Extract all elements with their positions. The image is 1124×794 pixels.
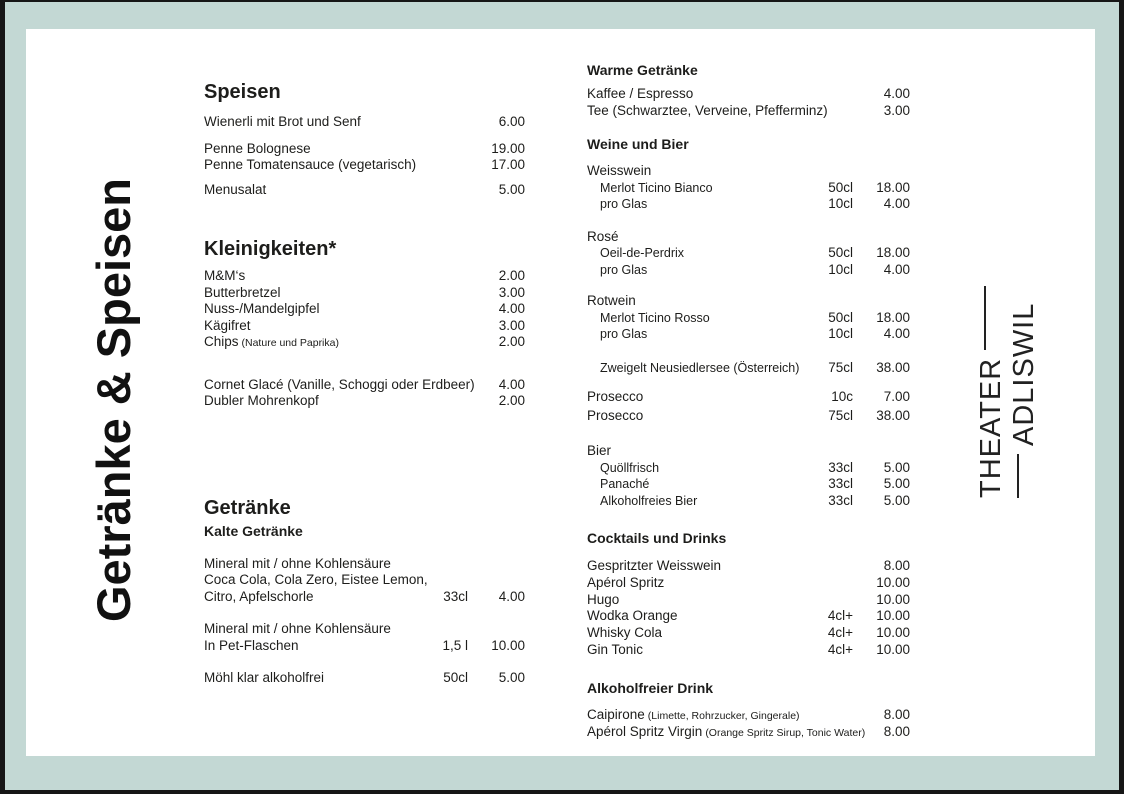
- item-price: 7.00: [883, 389, 910, 404]
- item-name: Prosecco: [587, 389, 644, 404]
- menu-item-row: [204, 141, 525, 158]
- item-name: Quöllfrisch: [600, 460, 660, 475]
- item-name: Butterbretzel: [204, 284, 281, 300]
- item-price: 10.00: [876, 608, 910, 624]
- menu-item-row: [587, 86, 910, 103]
- item-name: Möhl klar alkoholfrei: [204, 670, 325, 685]
- item-price: 4.00: [498, 588, 525, 604]
- item-price: 4.00: [883, 86, 910, 101]
- menu-side-title: Getränke & Speisen: [87, 177, 140, 623]
- item-name-main: Caipirone: [587, 706, 645, 722]
- item-line: [204, 556, 525, 573]
- logo-word-theater: THEATER: [975, 357, 1007, 498]
- item-name: Panaché: [600, 477, 650, 491]
- logo-rule: [984, 286, 986, 350]
- section-heading-kleinigkeiten: Kleinigkeiten*: [204, 238, 337, 260]
- menu-item-row: [587, 608, 910, 625]
- item-size: 10c: [831, 389, 853, 404]
- menu-item-row: [587, 592, 910, 609]
- item-size: 75cl: [828, 359, 853, 375]
- item-name: M&M‘s: [204, 268, 246, 283]
- item-name: pro Glas: [600, 327, 648, 341]
- item-name: Penne Tomatensauce (vegetarisch): [204, 157, 417, 172]
- menu-item-row: [587, 642, 910, 659]
- menu-item-row: [587, 196, 910, 213]
- item-note: (Nature und Paprika): [241, 337, 339, 349]
- subsection-heading-cocktails: Cocktails und Drinks: [587, 530, 727, 546]
- item-name: [587, 724, 866, 742]
- item-line: [204, 621, 525, 638]
- item-name: Zweigelt Neusiedlersee (Österreich): [600, 360, 800, 375]
- menu-item-row: [587, 326, 910, 343]
- item-name: Whisky Cola: [587, 625, 663, 641]
- logo-line-adliswil: [1008, 286, 1041, 498]
- menu-item-row: [204, 285, 525, 302]
- item-price: 5.00: [498, 181, 525, 197]
- item-name: Coca Cola, Cola Zero, Eistee Lemon,: [204, 572, 428, 587]
- item-price: 2.00: [498, 393, 525, 408]
- menu-item-row: [204, 301, 525, 318]
- item-name-main: Chips: [204, 334, 239, 349]
- item-price: 5.00: [883, 459, 910, 475]
- item-name: Mineral mit / ohne Kohlensäure: [204, 621, 391, 636]
- item-price: 2.00: [498, 268, 525, 283]
- menu-item-row: [587, 360, 910, 377]
- menu-page: [26, 29, 1095, 756]
- item-price: 3.00: [498, 317, 525, 333]
- beer-group-label: Bier: [587, 443, 612, 458]
- item-size: 4cl+: [827, 625, 853, 641]
- item-name: Mineral mit / ohne Kohlensäure: [204, 555, 391, 571]
- item-name: pro Glas: [600, 262, 648, 277]
- item-line: [204, 638, 525, 655]
- logo-line-theater: [975, 286, 1008, 498]
- item-price: 18.00: [876, 309, 910, 325]
- menu-item-row: [587, 103, 910, 120]
- item-size: 10cl: [828, 196, 853, 211]
- menu-item-row: [587, 460, 910, 477]
- item-name: Apérol Spritz: [587, 574, 665, 590]
- menu-item-row: [204, 318, 525, 335]
- item-size: 33cl: [443, 588, 468, 604]
- item-price: 10.00: [491, 637, 525, 653]
- item-size: 10cl: [828, 261, 853, 277]
- menu-item-row: [204, 670, 525, 687]
- item-price: 5.00: [883, 492, 910, 508]
- item-price: 3.00: [498, 284, 525, 300]
- item-price: 38.00: [876, 407, 910, 423]
- item-name: Gespritzter Weisswein: [587, 558, 722, 573]
- item-note: (Limette, Rohrzucker, Gingerale): [647, 709, 800, 722]
- menu-item-row: [587, 310, 910, 327]
- item-price: 10.00: [876, 641, 910, 657]
- item-price: 8.00: [883, 706, 910, 722]
- item-line: [204, 572, 525, 589]
- item-price: 4.00: [498, 376, 525, 392]
- subsection-heading-alkoholfreier-drink: Alkoholfreier Drink: [587, 679, 714, 696]
- item-price: 38.00: [876, 359, 910, 375]
- left-column: [204, 80, 525, 687]
- item-name: Oeil-de-Perdrix: [600, 246, 685, 260]
- menu-item-row: [587, 558, 910, 575]
- menu-item-row: [587, 575, 910, 592]
- wine-group-label: Rotwein: [587, 293, 636, 308]
- item-price: 8.00: [883, 558, 910, 573]
- menu-item-row: [204, 377, 525, 394]
- item-name: [204, 334, 468, 352]
- right-column: [587, 62, 910, 742]
- item-name: pro Glas: [600, 197, 648, 211]
- item-name: Merlot Ticino Rosso: [600, 310, 710, 325]
- item-price: 17.00: [491, 157, 525, 172]
- item-name: Tee (Schwarztee, Verveine, Pfefferminz): [587, 102, 828, 118]
- item-price: 10.00: [876, 574, 910, 590]
- menu-item-row: [204, 114, 525, 131]
- item-size: 33cl: [828, 476, 853, 491]
- item-size: 50cl: [828, 309, 853, 325]
- item-price: 4.00: [498, 301, 525, 316]
- item-price: 4.00: [883, 261, 910, 277]
- item-name: Merlot Ticino Bianco: [600, 180, 713, 195]
- item-size: 4cl+: [827, 608, 853, 624]
- item-name: Gin Tonic: [587, 641, 644, 657]
- menu-item-row: [204, 157, 525, 174]
- item-price: 10.00: [876, 625, 910, 641]
- menu-item-row: [587, 625, 910, 642]
- item-size: 33cl: [828, 492, 853, 508]
- item-size: 50cl: [828, 179, 853, 195]
- menu-item-row: [587, 493, 910, 510]
- item-name: In Pet-Flaschen: [204, 637, 299, 653]
- logo-word-adliswil: ADLISWIL: [1008, 302, 1040, 446]
- item-price: 2.00: [498, 334, 525, 349]
- menu-item-row: [587, 408, 910, 425]
- item-name: Cornet Glacé (Vanille, Schoggi oder Erdbeer): [204, 376, 475, 392]
- menu-item-multiline: [204, 556, 525, 606]
- item-name: Kaffee / Espresso: [587, 86, 694, 101]
- item-name: Citro, Apfelschorle: [204, 588, 314, 604]
- wine-group-label: Rosé: [587, 228, 619, 244]
- item-size: 33cl: [828, 459, 853, 475]
- item-name: Penne Bolognese: [204, 140, 311, 156]
- wine-group-label: Weisswein: [587, 163, 652, 178]
- item-price: 5.00: [883, 476, 910, 491]
- menu-item-row: [587, 476, 910, 493]
- menu-item-row: [204, 182, 525, 199]
- section-heading-speisen: Speisen: [204, 81, 281, 103]
- item-price: 4.00: [883, 196, 910, 211]
- item-name-main: Apérol Spritz Virgin: [587, 724, 703, 740]
- item-name: Dubler Mohrenkopf: [204, 393, 319, 408]
- menu-item-row: [204, 334, 525, 352]
- item-name: Hugo: [587, 591, 620, 607]
- item-size: 10cl: [828, 326, 853, 341]
- item-name: Wienerli mit Brot und Senf: [204, 114, 361, 129]
- menu-item-row: [204, 393, 525, 410]
- menu-item-row: [587, 707, 910, 725]
- item-size: 50cl: [828, 245, 853, 260]
- item-note: (Orange Spritz Sirup, Tonic Water): [705, 727, 866, 740]
- subsection-heading-warme-getraenke: Warme Getränke: [587, 62, 698, 78]
- item-price: 10.00: [876, 591, 910, 607]
- menu-item-row: [204, 268, 525, 285]
- item-price: 6.00: [498, 114, 525, 129]
- item-price: 18.00: [876, 245, 910, 260]
- menu-item-row: [587, 389, 910, 406]
- menu-item-row: [587, 245, 910, 262]
- item-name: Menusalat: [204, 181, 267, 197]
- item-name: Alkoholfreies Bier: [600, 493, 698, 508]
- menu-item-row: [587, 180, 910, 197]
- menu-item-multiline: [204, 621, 525, 654]
- item-name: Nuss-/Mandelgipfel: [204, 301, 320, 316]
- item-price: 5.00: [498, 670, 525, 685]
- item-price: 8.00: [883, 724, 910, 740]
- subsection-heading-weine-und-bier: Weine und Bier: [587, 136, 689, 152]
- item-line: [204, 589, 525, 606]
- logo-rule: [1017, 454, 1019, 498]
- item-size: 75cl: [828, 407, 853, 423]
- item-price: 3.00: [883, 102, 910, 118]
- item-name: Kägifret: [204, 317, 251, 333]
- item-name: Prosecco: [587, 407, 644, 423]
- menu-item-row: [587, 262, 910, 279]
- item-price: 18.00: [876, 179, 910, 195]
- item-size: 50cl: [443, 670, 468, 685]
- item-size: 1,5 l: [442, 637, 468, 653]
- menu-item-row: [587, 724, 910, 742]
- subsection-heading-kalte-getraenke: Kalte Getränke: [204, 522, 303, 539]
- item-price: 19.00: [491, 140, 525, 156]
- item-size: 4cl+: [827, 641, 853, 657]
- item-name: Wodka Orange: [587, 608, 678, 624]
- item-price: 4.00: [883, 326, 910, 341]
- item-name: [587, 707, 853, 725]
- section-heading-getraenke: Getränke: [204, 496, 291, 519]
- theater-adliswil-logo: [975, 286, 1045, 498]
